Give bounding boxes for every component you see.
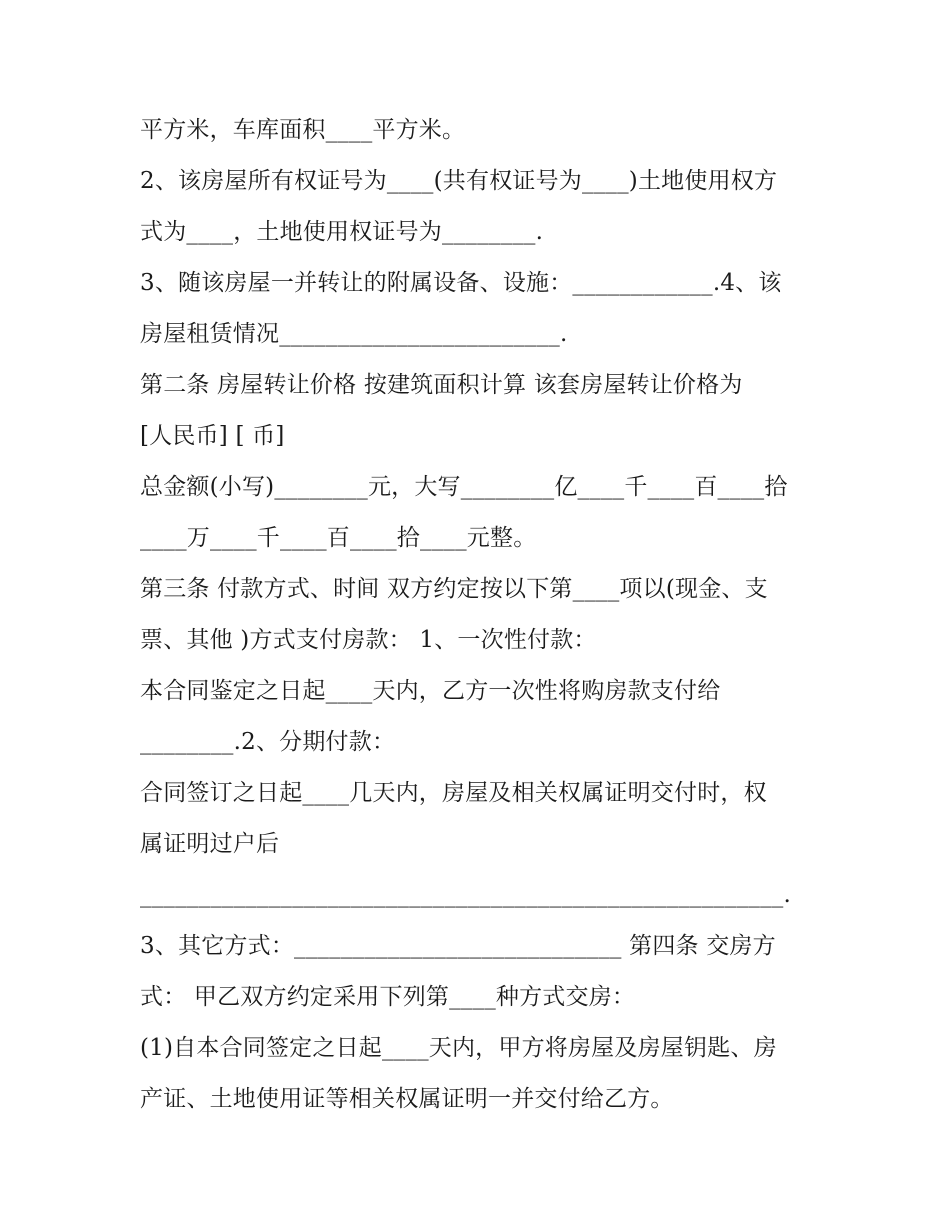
text-line-3: 式为____，土地使用权证号为________. (140, 219, 544, 245)
text-line-5: 房屋租赁情况________________________. (140, 321, 568, 347)
text-line-2: 2、该房屋所有权证号为____(共有权证号为____)土地使用权方 (140, 168, 778, 194)
text-line-1: 平方米，车库面积____平方米。 (140, 117, 466, 143)
text-line-19: (1)自本合同签定之日起____天内，甲方将房屋及房屋钥匙、房 (140, 1035, 777, 1061)
text-line-9: ____万____千____百____拾____元整。 (140, 525, 537, 551)
text-line-10: 第三条 付款方式、时间 双方约定按以下第____项以(现金、支 (140, 576, 768, 602)
text-line-4: 3、随该房屋一并转让的附属设备、设施：____________.4、该 (140, 270, 782, 296)
text-line-12: 本合同鉴定之日起____天内，乙方一次性将购房款支付给 (140, 678, 721, 704)
text-line-15: 属证明过户后 (140, 831, 280, 857)
text-line-11: 票、其他 )方式支付房款： 1、一次性付款： (140, 627, 597, 653)
text-line-18: 式： 甲乙双方约定采用下列第____种方式交房： (140, 984, 636, 1010)
document-body (140, 105, 820, 1125)
text-line-13: ________.2、分期付款： (140, 729, 396, 755)
text-line-16: _______________________________________________________. (140, 882, 792, 908)
text-line-8: 总金额(小写)________元，大写________亿____千____百____拾 (140, 474, 788, 500)
text-line-7: [人民币] [ 币] (140, 423, 285, 449)
text-line-17: 3、其它方式：____________________________ 第四条 交房方 (140, 933, 776, 959)
text-line-20: 产证、土地使用证等相关权属证明一并交付给乙方。 (140, 1086, 674, 1112)
text-line-6: 第二条 房屋转让价格 按建筑面积计算 该套房屋转让价格为 (140, 372, 743, 398)
text-line-14: 合同签订之日起____几天内，房屋及相关权属证明交付时，权 (140, 780, 767, 806)
